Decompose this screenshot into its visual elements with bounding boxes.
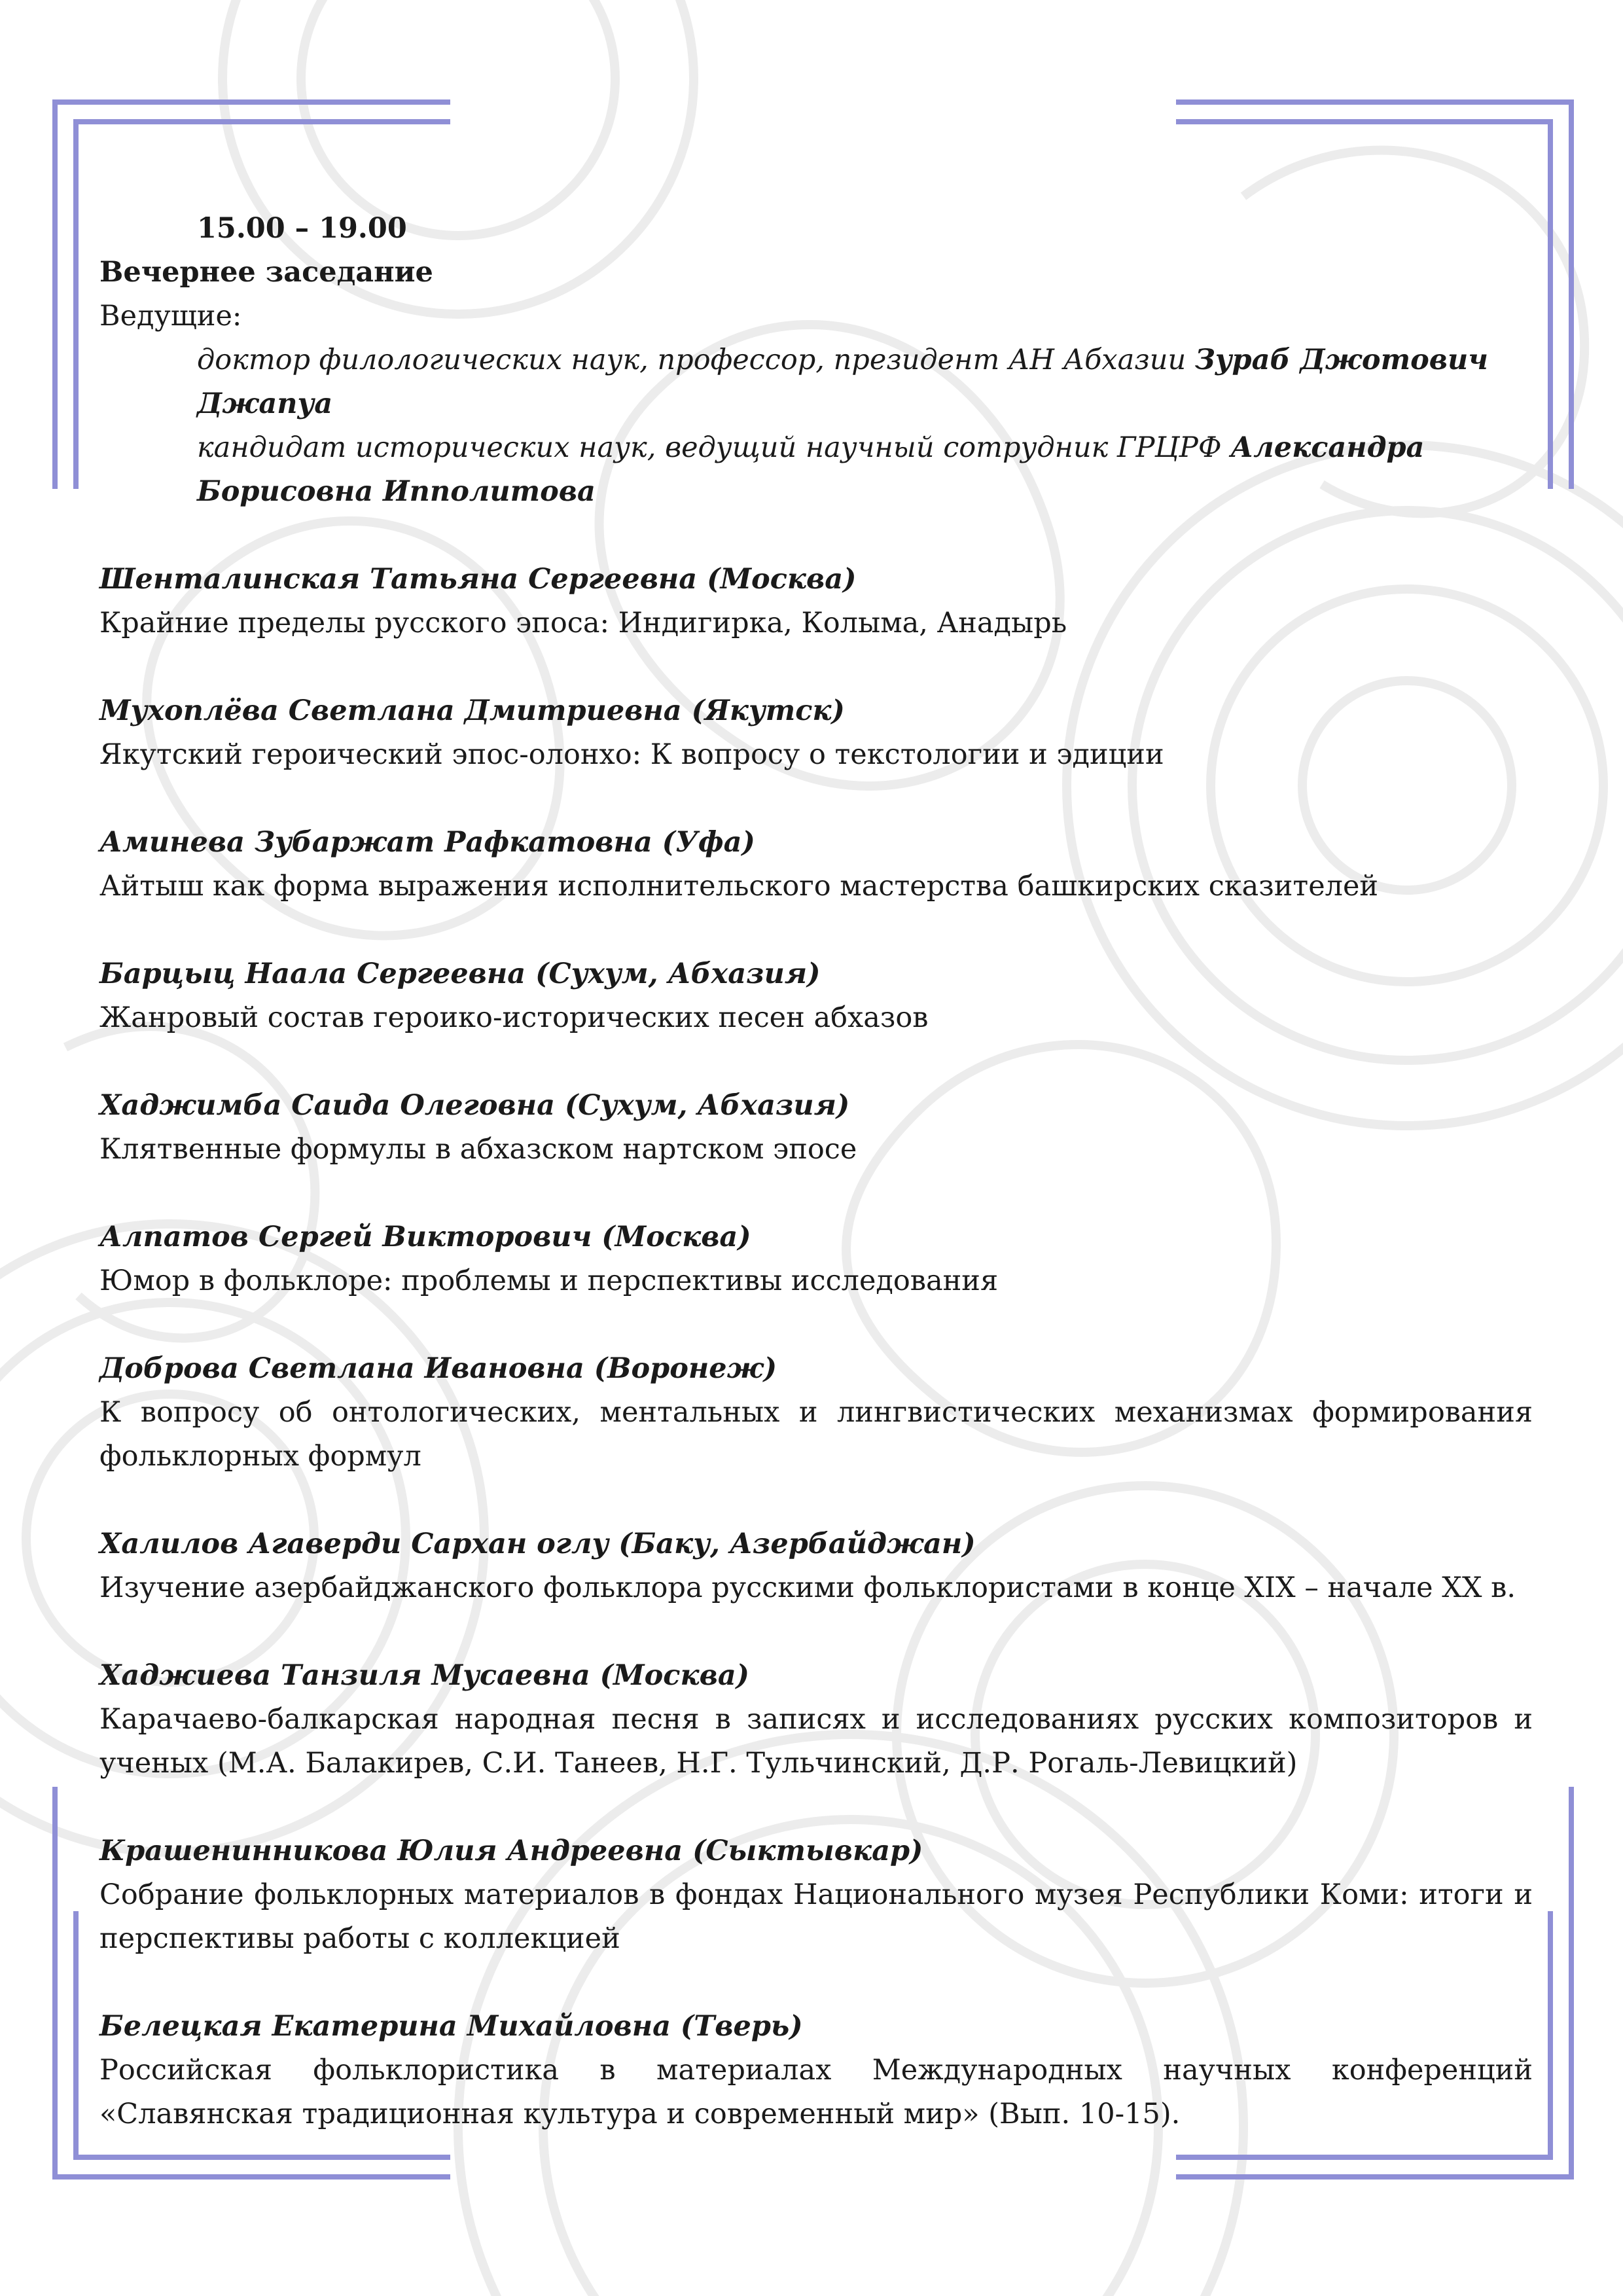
frame-top-left-horizontal xyxy=(52,99,450,105)
talk-author: Хаджиева Танзиля Мусаевна (Москва) xyxy=(99,1659,750,1692)
talk-item xyxy=(99,1347,1533,1479)
talk-author: Халилов Агаверди Сархан оглу (Баку, Азербайджан) xyxy=(99,1528,976,1560)
host-role: кандидат исторических наук, ведущий научный сотрудник ГРЦРФ xyxy=(197,431,1222,464)
talk-author: Аминева Зубаржат Рафкатовна (Уфа) xyxy=(99,826,755,859)
talk-title: Якутский героический эпос-олонхо: К вопросу о текстологии и эдиции xyxy=(99,738,1164,771)
talk-item xyxy=(99,1084,1533,1172)
host-line xyxy=(197,426,1533,514)
host-name: Александра Борисовна Ипполитова xyxy=(197,431,1425,508)
frame-top-left-horizontal-inner xyxy=(73,119,450,124)
talk-item xyxy=(99,821,1533,908)
frame-bottom-right-horizontal-outer xyxy=(1176,2174,1574,2179)
talk-author: Хаджимба Саида Олеговна (Сухум, Абхазия) xyxy=(99,1089,850,1122)
program-content xyxy=(99,207,1533,2136)
talk-title: Юмор в фольклоре: проблемы и перспективы исследования xyxy=(99,1265,999,1297)
frame-top-left-vertical-outer xyxy=(52,99,58,489)
frame-top-left-vertical-inner xyxy=(73,119,79,489)
talk-author: Алпатов Сергей Викторович (Москва) xyxy=(99,1221,751,1253)
talk-author: Шенталинская Татьяна Сергеевна (Москва) xyxy=(99,563,857,596)
talk-item xyxy=(99,689,1533,777)
talk-title: К вопросу об онтологических, ментальных и лингвистических механизмах формирования фольклорных формул xyxy=(99,1396,1533,1473)
talk-author: Доброва Светлана Ивановна (Воронеж) xyxy=(99,1352,777,1385)
frame-top-right-horizontal xyxy=(1176,99,1574,105)
session-name: Вечернее заседание xyxy=(99,256,433,289)
frame-bottom-left-horizontal-outer xyxy=(52,2174,450,2179)
frame-bottom-left-vertical-outer xyxy=(52,1787,58,2179)
talk-item xyxy=(99,1829,1533,1961)
frame-bottom-right-vertical-inner xyxy=(1548,1911,1553,2160)
host-name: Зураб Джотович Джапуа xyxy=(197,344,1488,420)
talk-author: Барцыц Наала Сергеевна (Сухум, Абхазия) xyxy=(99,958,821,990)
talk-title: Российская фольклористика в материалах Международных научных конференций «Славянская традиционная культура и современный мир» (Вып. 10-15). xyxy=(99,2054,1533,2130)
frame-bottom-right-vertical-outer xyxy=(1569,1787,1574,2179)
frame-bottom-left-vertical-inner xyxy=(73,1911,79,2160)
talk-title: Крайние пределы русского эпоса: Индигирка, Колыма, Анадырь xyxy=(99,607,1067,639)
talk-author: Белецкая Екатерина Михайловна (Тверь) xyxy=(99,2010,803,2043)
host-line xyxy=(197,338,1533,426)
talk-author: Мухоплёва Светлана Дмитриевна (Якутск) xyxy=(99,694,845,727)
talk-item xyxy=(99,952,1533,1040)
talk-author: Крашенинникова Юлия Андреевна (Сыктывкар) xyxy=(99,1835,923,1867)
frame-top-right-vertical-inner xyxy=(1548,119,1553,489)
talk-title: Клятвенные формулы в абхазском нартском эпосе xyxy=(99,1133,857,1166)
talk-title: Жанровый состав героико-исторических песен абхазов xyxy=(99,1001,929,1034)
talk-item xyxy=(99,1522,1533,1610)
hosts-label: Ведущие: xyxy=(99,300,242,332)
talk-item xyxy=(99,558,1533,645)
talk-title: Изучение азербайджанского фольклора русскими фольклористами в конце XIX – начале XX в. xyxy=(99,1571,1516,1604)
talk-title: Карачаево-балкарская народная песня в записях и исследованиях русских композиторов и ученых (М.А. Балакирев, С.И. Танеев, Н.Г. Тульчинский, Д.Р. Рогаль-Левицкий) xyxy=(99,1703,1533,1780)
frame-bottom-left-horizontal-inner xyxy=(73,2155,450,2160)
talk-item xyxy=(99,2005,1533,2136)
talk-title: Собрание фольклорных материалов в фондах Национального музея Республики Коми: итоги и перспективы работы с коллекцией xyxy=(99,1878,1533,1955)
frame-top-right-horizontal-inner xyxy=(1176,119,1553,124)
session-time: 15.00 – 19.00 xyxy=(197,212,407,245)
talk-item xyxy=(99,1215,1533,1303)
frame-top-right-vertical-outer xyxy=(1569,99,1574,489)
frame-bottom-right-horizontal-inner xyxy=(1176,2155,1553,2160)
host-role: доктор филологических наук, профессор, президент АН Абхазии xyxy=(197,344,1186,376)
talk-title: Айтыш как форма выражения исполнительского мастерства башкирских сказителей xyxy=(99,870,1379,903)
talk-item xyxy=(99,1654,1533,1785)
